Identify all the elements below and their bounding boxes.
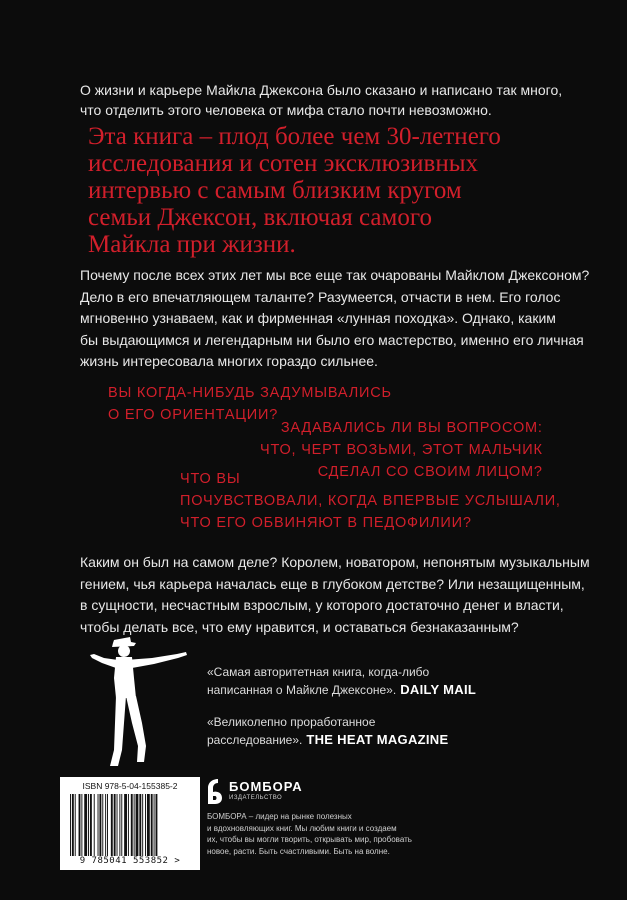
body-paragraph-3	[80, 552, 590, 638]
barcode-bar	[94, 794, 95, 856]
paragraph-line: гением, чья карьера началась еще в глубоком детстве? Или незащищенным,	[80, 575, 585, 592]
paragraph-line: в сущности, несчастным взрослым, у которого достаточно денег и власти,	[80, 597, 564, 613]
barcode-digits: 9 785041 553852 >	[79, 856, 181, 866]
intro-paragraph	[80, 80, 580, 120]
question-line: О ЕГО ОРИЕНТАЦИИ?	[108, 407, 279, 423]
barcode-bar	[114, 794, 116, 856]
barcode-bar	[98, 794, 99, 856]
blurb-line: их, чтобы вы могли творить, открывать мир, пробовать	[207, 835, 412, 844]
barcode-bar	[119, 794, 120, 856]
review	[207, 663, 587, 699]
pull-quote-line: исследования и сотен эксклюзивных	[88, 150, 479, 177]
pull-quote-line: Майкла при жизни.	[88, 231, 296, 258]
question-accusation	[180, 468, 561, 534]
pull-quote-line: Эта книга – плод более чем 30-летнего	[88, 123, 501, 150]
review-source: THE HEAT MAGAZINE	[306, 732, 449, 747]
paragraph-line: Каким он был на самом деле? Королем, новатором, непонятым музыкальным	[80, 554, 590, 570]
question-line: ЧТО, ЧЕРТ ВОЗЬМИ, ЭТОТ МАЛЬЧИК	[260, 442, 543, 458]
bombora-logo-icon	[207, 778, 223, 804]
reviews	[207, 663, 587, 763]
barcode-bar	[84, 794, 87, 856]
review-line: «Самая авторитетная книга, когда-либо	[207, 665, 430, 679]
barcode-bar	[81, 794, 82, 856]
question-line: ЗАДАВАЛИСЬ ЛИ ВЫ ВОПРОСОМ:	[280, 420, 543, 436]
barcode-bar	[145, 794, 146, 856]
barcode-bar	[131, 794, 133, 856]
barcode-bar	[117, 794, 118, 856]
paragraph-line: Дело в его впечатляющем таланте? Разумеется, отчасти в нем. Его голос	[80, 288, 561, 305]
barcode-bar	[107, 794, 108, 856]
question-line: ВЫ КОГДА-НИБУДЬ ЗАДУМЫВАЛИСЬ	[108, 385, 392, 401]
isbn-label: ISBN 978-5-04-155385-2	[82, 781, 178, 791]
barcode-bar	[124, 794, 127, 856]
question-line: СДЕЛАЛ СО СВОИМ ЛИЦОМ?	[317, 464, 543, 480]
paragraph-line: бы выдающимся и легендарным ни было его мастерство, именно его личная	[80, 331, 584, 348]
review-text: расследование».	[207, 733, 303, 747]
publisher-blurb	[207, 811, 417, 857]
barcode-bar	[154, 794, 155, 856]
barcode-bar	[121, 794, 122, 856]
blurb-line: БОМБОРА – лидер на рынке полезных	[207, 812, 352, 821]
review-line-with-source	[207, 681, 587, 699]
review-source: DAILY MAIL	[400, 682, 477, 697]
barcode-bar	[139, 794, 141, 856]
barcode-bar	[151, 794, 153, 856]
body-paragraph-2	[80, 265, 590, 373]
blurb-line: и вдохновляющих книг. Мы любим книги и создаем	[207, 823, 397, 833]
barcode-bar	[70, 794, 71, 856]
publisher-logo	[207, 776, 303, 806]
question-line: ЧТО ВЫ	[180, 471, 241, 487]
paragraph-line: мгновенно узнаваем, как и фирменная «лунная походка». Однако, каким	[80, 310, 556, 326]
barcode-bar	[90, 794, 92, 856]
review	[207, 713, 587, 749]
question-line: ЧТО ЕГО ОБВИНЯЮТ В ПЕДОФИЛИИ?	[180, 515, 472, 531]
intro-line: что отделить этого человека от мифа стало почти невозможно.	[80, 102, 492, 118]
review-text: написанная о Майкле Джексоне».	[207, 683, 397, 697]
barcode-bar	[105, 794, 106, 856]
barcode-bar	[156, 794, 158, 856]
blurb-line: новое, расти. Быть счастливыми. Быть на волне.	[207, 846, 390, 856]
barcode-bar	[88, 794, 89, 856]
dancer-silhouette-icon	[82, 628, 192, 768]
paragraph-line: жизнь интересовала многих гораздо сильнее.	[80, 353, 378, 369]
barcode-bar	[99, 794, 101, 856]
barcode-bar	[102, 794, 103, 856]
barcode-bar	[72, 794, 74, 856]
barcode-bar	[134, 794, 135, 856]
barcode-bar	[147, 794, 150, 856]
publisher-name: БОМБОРА	[229, 778, 303, 794]
pull-quote-line: семьи Джексон, включая самого	[88, 204, 432, 231]
pull-quote	[88, 123, 598, 258]
question-line: ПОЧУВСТВОВАЛИ, КОГДА ВПЕРВЫЕ УСЛЫШАЛИ,	[180, 493, 561, 509]
paragraph-line: Почему после всех этих лет мы все еще так очарованы Майклом Джексоном?	[80, 267, 590, 283]
barcode-bar	[111, 794, 113, 856]
paragraph-line: чтобы делать все, что ему нравится, и оставаться безнаказанным?	[80, 618, 519, 635]
review-line-with-source	[207, 731, 587, 749]
intro-line: О жизни и карьере Майкла Джексона было сказано и написано так много,	[80, 82, 563, 98]
pull-quote-line: интервью с самым близким кругом	[88, 177, 462, 204]
barcode-bar	[79, 794, 81, 856]
barcode-bars	[68, 794, 192, 856]
barcode	[60, 777, 200, 870]
barcode-bar	[142, 794, 143, 856]
publisher-subtitle: ИЗДАТЕЛЬСТВО	[229, 794, 283, 801]
review-line: «Великолепно проработанное	[207, 715, 376, 729]
barcode-bar	[75, 794, 76, 856]
barcode-bar	[128, 794, 129, 856]
logo-text	[229, 780, 303, 803]
barcode-bar	[136, 794, 139, 856]
